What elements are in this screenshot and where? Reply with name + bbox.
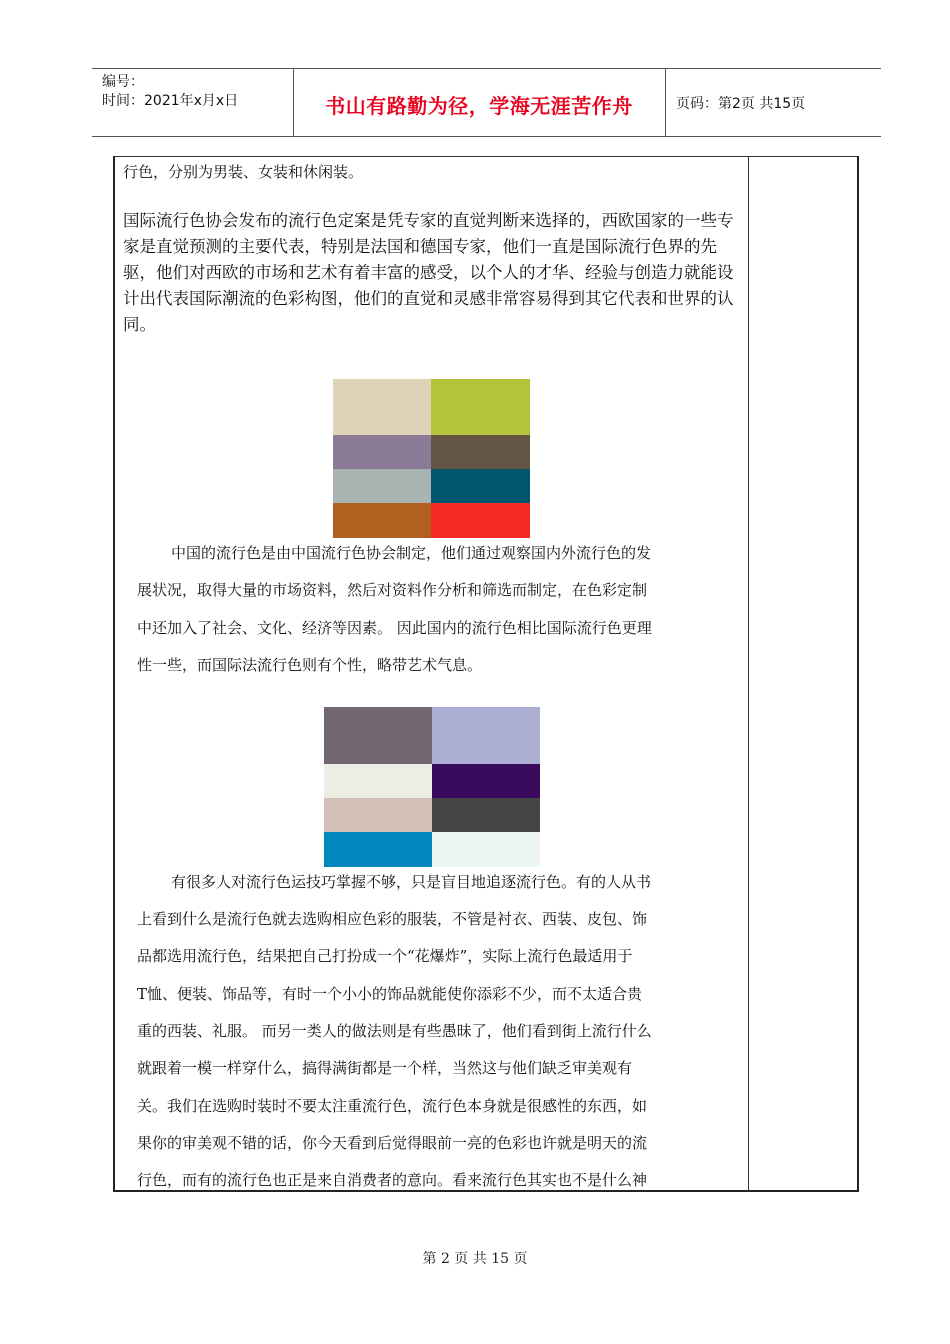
paragraph-advice-line: 有很多人对流行色运技巧掌握不够，只是盲目地追逐流行色。有的人从书: [171, 873, 652, 891]
document-number-label: 编号：: [102, 74, 144, 90]
header-rule-bottom: [92, 136, 881, 137]
paragraph-advice-line: 关。我们在选购时装时不要太注重流行色，流行色本身就是很感性的东西，如: [137, 1097, 648, 1115]
paragraph-international: 国际流行色协会发布的流行色定案是凭专家的直觉判断来选择的，西欧国家的一些专家是直觉预测的主要代表，特别是法国和德国专家，他们一直是国际流行色界的先驱，他们对西欧的市场和艺术有着丰富的感受，以个人的才华、经验与创造力就能设计出代表国际潮流的色彩构图，他们的直觉和灵感非常容易得到其它代表和世界的认同。: [123, 211, 734, 334]
color-swatch: [324, 832, 432, 867]
color-swatch: [333, 469, 431, 503]
table-column-divider: [748, 156, 749, 1192]
paragraph-continuation: 行色，分别为男装、女装和休闲装。: [123, 163, 364, 181]
header-page-info: 页码：第2页 共15页: [676, 96, 806, 112]
paragraph-china-line: 中还加入了社会、文化、经济等因素。 因此国内的流行色相比国际流行色更理: [137, 619, 652, 637]
color-swatch: [431, 379, 530, 435]
paragraph-advice-line: T恤、便装、饰品等，有时一个小小的饰品就能使你添彩不少，而不太适合贵: [137, 985, 643, 1003]
header-rule-top: [92, 68, 881, 69]
paragraph-advice-line: 就跟着一模一样穿什么，搞得满街都是一个样，当然这与他们缺乏审美观有: [137, 1059, 633, 1077]
color-swatch: [432, 764, 540, 798]
paragraph-advice-line: 果你的审美观不错的话，你今天看到后觉得眼前一亮的色彩也许就是明天的流: [137, 1134, 648, 1152]
paragraph-advice-line: 上看到什么是流行色就去选购相应色彩的服装，不管是衬衣、西装、皮包、饰: [137, 910, 648, 928]
document-time-label: 时间：2021年x月x日: [102, 93, 239, 109]
header-motto: 书山有路勤为径，学海无涯苦作舟: [325, 94, 633, 118]
color-swatch: [431, 435, 530, 469]
header-meta: [102, 73, 238, 111]
paragraph-china-line: 展状况，取得大量的市场资料，然后对资料作分析和筛选而制定，在色彩定制: [137, 581, 648, 599]
color-palette-international: [333, 379, 530, 538]
color-swatch: [333, 379, 431, 435]
color-swatch: [432, 832, 540, 867]
paragraph-advice-line: 重的西装、礼服。 而另一类人的做法则是有些愚昧了，他们看到街上流行什么: [137, 1022, 652, 1040]
header-divider: [665, 69, 666, 136]
paragraph-china-line: 性一些，而国际法流行色则有个性，略带艺术气息。: [137, 656, 483, 674]
paragraph-advice-line: 行色，而有的流行色也正是来自消费者的意向。看来流行色其实也不是什么神: [137, 1171, 648, 1189]
color-palette-china: [324, 707, 540, 867]
color-swatch: [432, 798, 540, 832]
page-footer: 第 2 页 共 15 页: [422, 1251, 528, 1267]
color-swatch: [324, 764, 432, 798]
color-swatch: [431, 469, 530, 503]
color-swatch: [324, 707, 432, 764]
color-swatch: [333, 435, 431, 469]
color-swatch: [432, 707, 540, 764]
color-swatch: [333, 503, 431, 538]
color-swatch: [324, 798, 432, 832]
paragraph-advice-line: 品都选用流行色，结果把自己打扮成一个“花爆炸”，实际上流行色最适用于: [137, 947, 633, 965]
paragraph-china-line: 中国的流行色是由中国流行色协会制定，他们通过观察国内外流行色的发: [171, 544, 652, 562]
color-swatch: [431, 503, 530, 538]
